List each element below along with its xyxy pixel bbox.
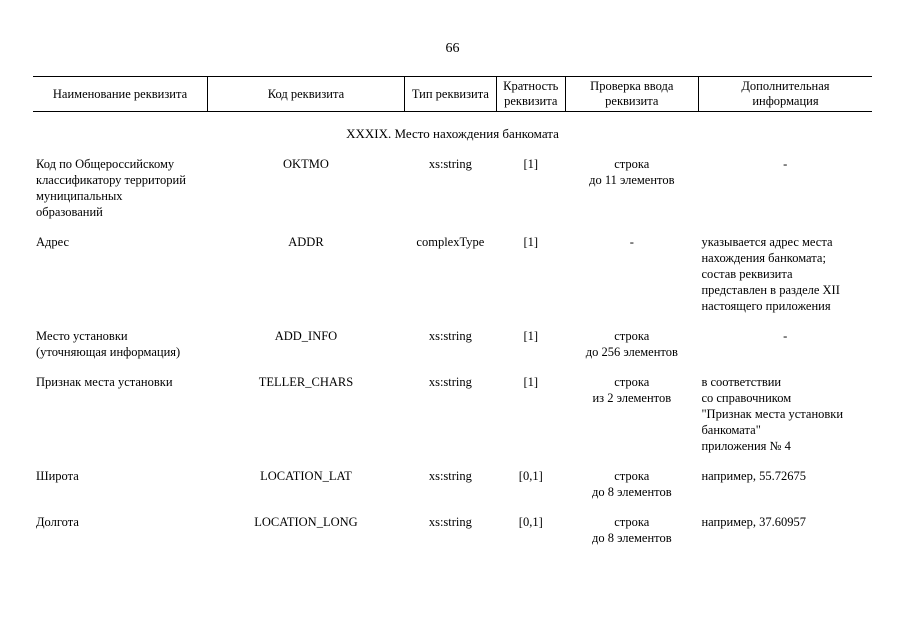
cell-check: строка из 2 элементов: [592, 375, 672, 405]
cell-multiplicity: [0,1]: [518, 469, 543, 483]
cell-multiplicity: [1]: [523, 329, 539, 343]
cell-type: xs:string: [428, 157, 472, 171]
cell-check: строка до 11 элементов: [589, 157, 675, 187]
cell-info: в соответствии со справочником "Признак места установки банкомата" приложения № 4: [701, 375, 844, 453]
cell-code: ADDR: [288, 235, 324, 249]
table-row: [33, 468, 872, 514]
cell-type: complexType: [416, 235, 485, 249]
table-row: [33, 156, 872, 234]
cell-name: Код по Общероссийскому классификатору территорий муниципальных образований: [36, 157, 186, 219]
header-code: Код реквизита: [208, 77, 405, 112]
section-title: XXXIX. Место нахождения банкомата: [346, 126, 559, 141]
requisites-table: [33, 76, 872, 546]
cell-info: указывается адрес места нахождения банкомата; состав реквизита представлен в разделе XII настоящего приложения: [701, 235, 840, 313]
cell-code: OKTMO: [283, 157, 329, 171]
cell-check: строка до 8 элементов: [591, 469, 672, 499]
cell-code: LOCATION_LONG: [254, 515, 358, 529]
header-multiplicity: Кратность реквизита: [496, 77, 565, 112]
cell-code: TELLER_CHARS: [258, 375, 354, 389]
cell-type: xs:string: [428, 329, 472, 343]
page-number: 66: [445, 41, 460, 56]
table-row: [33, 514, 872, 546]
section-row: [33, 112, 872, 157]
header-info: Дополнительная информация: [698, 77, 872, 112]
header-row: [33, 77, 872, 112]
cell-code: ADD_INFO: [274, 329, 338, 343]
table-row: [33, 234, 872, 328]
table-body: [33, 112, 872, 547]
cell-name: Место установки (уточняющая информация): [36, 329, 181, 359]
cell-check: строка до 256 элементов: [585, 329, 678, 359]
cell-info: например, 55.72675: [701, 469, 806, 483]
table-row: [33, 374, 872, 468]
cell-name: Широта: [36, 469, 79, 483]
cell-check: строка до 8 элементов: [591, 515, 672, 545]
header-check: Проверка ввода реквизита: [565, 77, 698, 112]
table-row: [33, 328, 872, 374]
cell-name: Признак места установки: [36, 375, 173, 389]
cell-info: например, 37.60957: [701, 515, 806, 529]
header-type: Тип реквизита: [404, 77, 496, 112]
table-header: [33, 77, 872, 112]
cell-code: LOCATION_LAT: [260, 469, 352, 483]
cell-multiplicity: [1]: [523, 235, 539, 249]
header-name: Наименование реквизита: [33, 77, 208, 112]
cell-multiplicity: [1]: [523, 157, 539, 171]
cell-name: Долгота: [36, 515, 79, 529]
cell-multiplicity: [1]: [523, 375, 539, 389]
cell-info: -: [783, 157, 788, 171]
cell-type: xs:string: [428, 375, 472, 389]
cell-check: -: [629, 235, 634, 249]
cell-info: -: [783, 329, 788, 343]
cell-name: Адрес: [36, 235, 70, 249]
cell-multiplicity: [0,1]: [518, 515, 543, 529]
cell-type: xs:string: [428, 515, 472, 529]
cell-type: xs:string: [428, 469, 472, 483]
